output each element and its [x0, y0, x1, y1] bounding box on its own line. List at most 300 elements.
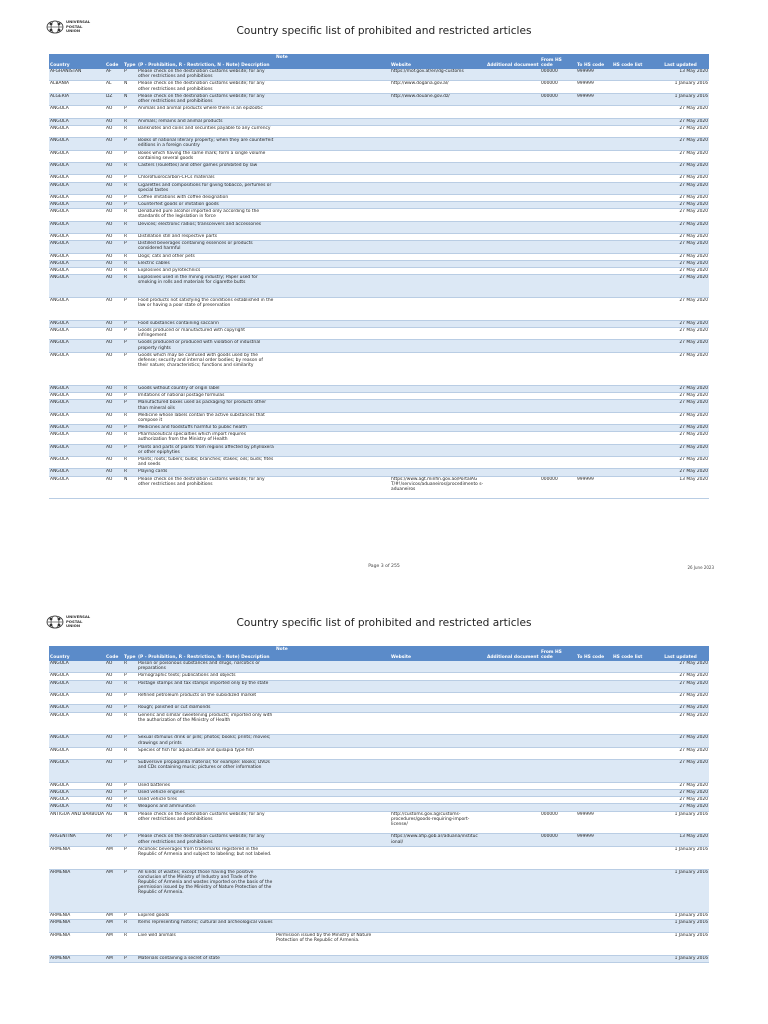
- logo-text: UNIVERSAL POSTAL UNION: [66, 19, 91, 34]
- cell-country: ANGOLA: [49, 175, 105, 182]
- cell-to-hs: 999999: [576, 811, 612, 834]
- cell-country: ANGOLA: [49, 400, 105, 412]
- cell-last-updated: 27 May 2020: [652, 712, 709, 735]
- cell-note: [275, 352, 390, 385]
- cell-note: [275, 241, 390, 253]
- cell-from-hs: [540, 297, 576, 320]
- cell-hs-list: [612, 352, 652, 385]
- cell-additional-document: [486, 93, 540, 105]
- cell-code: AO: [105, 476, 123, 499]
- cell-country: ARMENIA: [49, 920, 105, 932]
- cell-additional-document: [486, 692, 540, 704]
- cell-code: AO: [105, 268, 123, 275]
- table-row: [49, 150, 709, 162]
- cell-website: [390, 268, 486, 275]
- cell-type: R: [123, 275, 137, 298]
- cell-description: Food products not satisfying the conditions established in the law or having a poor state of preservation: [137, 297, 275, 320]
- cell-note: [275, 393, 390, 400]
- cell-description: Please check on the destination customs website; for any other restrictions and prohibitions: [137, 476, 275, 499]
- cell-hs-list: [612, 150, 652, 162]
- cell-from-hs: [540, 412, 576, 424]
- cell-code: AO: [105, 457, 123, 469]
- cell-additional-document: [486, 955, 540, 962]
- cell-code: AO: [105, 680, 123, 692]
- cell-website: [390, 412, 486, 424]
- cell-type: P: [123, 327, 137, 339]
- cell-note: [275, 150, 390, 162]
- cell-hs-list: [612, 712, 652, 735]
- cell-code: AM: [105, 846, 123, 869]
- cell-additional-document: [486, 125, 540, 137]
- cell-to-hs: [576, 340, 612, 352]
- cell-from-hs: [540, 320, 576, 327]
- cell-additional-document: [486, 268, 540, 275]
- table-row: [49, 412, 709, 424]
- cell-last-updated: 27 May 2020: [652, 241, 709, 253]
- cell-type: P: [123, 797, 137, 804]
- cell-last-updated: 27 May 2020: [652, 457, 709, 469]
- cell-type: P: [123, 69, 137, 81]
- cell-type: R: [123, 432, 137, 444]
- cell-to-hs: [576, 234, 612, 241]
- cell-note: [275, 680, 390, 692]
- page-title: Country specific list of prohibited and restricted articles: [236, 25, 532, 37]
- cell-country: ANGOLA: [49, 760, 105, 783]
- cell-type: P: [123, 202, 137, 209]
- cell-country: ARMENIA: [49, 846, 105, 869]
- cell-note: [275, 735, 390, 747]
- cell-note: [275, 221, 390, 233]
- cell-from-hs: [540, 955, 576, 962]
- cell-to-hs: [576, 782, 612, 789]
- cell-website: [390, 444, 486, 456]
- cell-country: ARGENTINA: [49, 834, 105, 846]
- cell-code: AO: [105, 425, 123, 432]
- cell-from-hs: [540, 797, 576, 804]
- cell-last-updated: 13 May 2020: [652, 69, 709, 81]
- cell-description: Distilled beverages containing essences or products considered harmful: [137, 241, 275, 253]
- cell-description: Please check on the destination customs website; for any other restrictions and prohibitions: [137, 834, 275, 846]
- cell-from-hs: [540, 673, 576, 680]
- cell-from-hs: [540, 735, 576, 747]
- cell-type: P: [123, 352, 137, 385]
- table-row: [49, 692, 709, 704]
- cell-hs-list: [612, 268, 652, 275]
- cell-type: N: [123, 476, 137, 499]
- cell-additional-document: [486, 81, 540, 93]
- cell-to-hs: [576, 760, 612, 783]
- cell-description: Medicines and foodstuffs harmful to public health: [137, 425, 275, 432]
- cell-country: ANGOLA: [49, 125, 105, 137]
- cell-additional-document: [486, 869, 540, 913]
- cell-hs-list: [612, 297, 652, 320]
- cell-note: [275, 260, 390, 267]
- cell-country: ANGOLA: [49, 162, 105, 174]
- cell-website: [390, 162, 486, 174]
- cell-country: ARMENIA: [49, 869, 105, 913]
- cell-description: Dogs; cats and other pets: [137, 253, 275, 260]
- cell-country: ANGOLA: [49, 680, 105, 692]
- cell-website: [390, 457, 486, 469]
- col-note: Note: [275, 54, 390, 69]
- table-row: [49, 234, 709, 241]
- cell-last-updated: 27 May 2020: [652, 150, 709, 162]
- cell-additional-document: [486, 202, 540, 209]
- cell-from-hs: [540, 705, 576, 712]
- cell-hs-list: [612, 661, 652, 673]
- cell-website: [390, 661, 486, 673]
- cell-website: [390, 175, 486, 182]
- col-code: Code: [105, 54, 123, 69]
- cell-last-updated: 1 January 2016: [652, 81, 709, 93]
- cell-to-hs: [576, 661, 612, 673]
- cell-description: Goods produced or manufactured with copyright infringement: [137, 327, 275, 339]
- cell-from-hs: [540, 400, 576, 412]
- cell-website: [390, 260, 486, 267]
- cell-last-updated: 1 January 2016: [652, 93, 709, 105]
- table-row: [49, 194, 709, 201]
- cell-hs-list: [612, 194, 652, 201]
- cell-type: N: [123, 811, 137, 834]
- cell-country: ANGOLA: [49, 320, 105, 327]
- cell-last-updated: 27 May 2020: [652, 194, 709, 201]
- cell-country: ANGOLA: [49, 735, 105, 747]
- cell-from-hs: [540, 194, 576, 201]
- col-additional-document: Additional document: [486, 54, 540, 69]
- cell-type: R: [123, 469, 137, 476]
- cell-type: P: [123, 782, 137, 789]
- cell-from-hs: [540, 790, 576, 797]
- cell-to-hs: 999999: [576, 69, 612, 81]
- cell-additional-document: [486, 297, 540, 320]
- cell-last-updated: 27 May 2020: [652, 705, 709, 712]
- table-body-1: [49, 69, 709, 499]
- cell-description: Used batteries: [137, 782, 275, 789]
- cell-type: N: [123, 93, 137, 105]
- cell-note: [275, 202, 390, 209]
- cell-country: ANGOLA: [49, 241, 105, 253]
- cell-website: [390, 352, 486, 385]
- cell-description: Please check on the destination customs website; for any other restrictions and prohibitions: [137, 81, 275, 93]
- cell-hs-list: [612, 162, 652, 174]
- cell-note: [275, 175, 390, 182]
- cell-note: [275, 125, 390, 137]
- cell-hs-list: [612, 125, 652, 137]
- cell-last-updated: 27 May 2020: [652, 747, 709, 759]
- cell-to-hs: [576, 457, 612, 469]
- cell-to-hs: [576, 182, 612, 194]
- cell-additional-document: [486, 241, 540, 253]
- cell-last-updated: 13 May 2020: [652, 834, 709, 846]
- cell-to-hs: [576, 241, 612, 253]
- cell-description: Chlorofluorocarbon-CFCs materials: [137, 175, 275, 182]
- cell-hs-list: [612, 760, 652, 783]
- cell-code: AO: [105, 661, 123, 673]
- cell-hs-list: [612, 202, 652, 209]
- col-to-hs: To HS code: [576, 54, 612, 69]
- cell-to-hs: [576, 705, 612, 712]
- cell-additional-document: [486, 260, 540, 267]
- cell-hs-list: [612, 340, 652, 352]
- cell-code: AO: [105, 209, 123, 221]
- cell-code: AO: [105, 747, 123, 759]
- cell-website: [390, 320, 486, 327]
- cell-additional-document: [486, 760, 540, 783]
- cell-note: [275, 469, 390, 476]
- table-row: [49, 705, 709, 712]
- cell-note: [275, 182, 390, 194]
- cell-from-hs: [540, 869, 576, 913]
- cell-code: AO: [105, 692, 123, 704]
- table-row: [49, 81, 709, 93]
- table-row: [49, 175, 709, 182]
- cell-website: [390, 234, 486, 241]
- cell-last-updated: 27 May 2020: [652, 138, 709, 150]
- cell-last-updated: 27 May 2020: [652, 202, 709, 209]
- cell-note: [275, 93, 390, 105]
- cell-additional-document: [486, 320, 540, 327]
- cell-code: AO: [105, 260, 123, 267]
- table-row: [49, 118, 709, 125]
- cell-additional-document: [486, 234, 540, 241]
- cell-hs-list: [612, 221, 652, 233]
- col-to-hs: To HS code: [576, 646, 612, 661]
- cell-code: AF: [105, 69, 123, 81]
- cell-code: AO: [105, 150, 123, 162]
- cell-code: AM: [105, 920, 123, 932]
- cell-website: [390, 400, 486, 412]
- col-code: Code: [105, 646, 123, 661]
- cell-website: [390, 804, 486, 811]
- cell-note: [275, 913, 390, 920]
- cell-description: Subversive propaganda material; for example: Books; DVDs and CDs containing music; pictures or other information: [137, 760, 275, 783]
- cell-from-hs: [540, 913, 576, 920]
- cell-website: [390, 747, 486, 759]
- cell-additional-document: [486, 804, 540, 811]
- cell-hs-list: [612, 469, 652, 476]
- cell-type: R: [123, 747, 137, 759]
- cell-type: P: [123, 760, 137, 783]
- table-header: [49, 646, 709, 661]
- cell-last-updated: 27 May 2020: [652, 661, 709, 673]
- cell-description: Plants and parts of plants from regions affected by phylloxera or other epiphyties: [138, 444, 274, 455]
- cell-last-updated: 27 May 2020: [652, 432, 709, 444]
- cell-website: [390, 469, 486, 476]
- cell-description: Casters (roulettes) and other games prohibited by law: [137, 162, 275, 174]
- table-row: [49, 385, 709, 392]
- cell-country: ANGOLA: [49, 673, 105, 680]
- cell-hs-list: [612, 432, 652, 444]
- table-row: [49, 69, 709, 81]
- cell-additional-document: [486, 735, 540, 747]
- cell-hs-list: [612, 955, 652, 962]
- table-row: [49, 932, 709, 955]
- cell-website: [390, 692, 486, 704]
- cell-country: ANGOLA: [49, 118, 105, 125]
- cell-note: [275, 268, 390, 275]
- cell-code: AO: [105, 340, 123, 352]
- cell-country: ANGOLA: [49, 393, 105, 400]
- cell-code: AO: [105, 400, 123, 412]
- cell-note: [275, 425, 390, 432]
- table-row: [49, 209, 709, 221]
- col-last-updated: Last updated: [652, 54, 709, 69]
- cell-last-updated: 27 May 2020: [652, 320, 709, 327]
- cell-from-hs: [540, 106, 576, 118]
- cell-website: [390, 221, 486, 233]
- col-from-hs: From HS code: [540, 54, 576, 69]
- table-row: [49, 162, 709, 174]
- cell-type: P: [123, 340, 137, 352]
- cell-to-hs: [576, 712, 612, 735]
- print-date: 26 June 2023: [687, 565, 714, 570]
- cell-last-updated: 27 May 2020: [652, 125, 709, 137]
- cell-from-hs: [540, 782, 576, 789]
- cell-from-hs: [540, 268, 576, 275]
- table-row: [49, 260, 709, 267]
- cell-additional-document: [486, 175, 540, 182]
- cell-website: [390, 869, 486, 913]
- cell-code: AO: [105, 175, 123, 182]
- cell-country: AFGHANISTAN: [49, 69, 105, 81]
- table-row: [49, 125, 709, 137]
- cell-note: [275, 846, 390, 869]
- cell-code: AO: [105, 673, 123, 680]
- table-row: [49, 268, 709, 275]
- cell-additional-document: [486, 834, 540, 846]
- cell-from-hs: [540, 692, 576, 704]
- cell-additional-document: [486, 425, 540, 432]
- cell-note: [275, 412, 390, 424]
- cell-to-hs: [576, 202, 612, 209]
- cell-description: Alcoholic beverages from trademarks registered in the Republic of Armenia and subject to labeling; but not labeled.: [137, 846, 275, 869]
- document-page-2: [0, 600, 768, 1024]
- cell-additional-document: [486, 275, 540, 298]
- cell-type: R: [123, 661, 137, 673]
- cell-additional-document: [486, 194, 540, 201]
- cell-type: P: [123, 150, 137, 162]
- cell-type: R: [123, 268, 137, 275]
- cell-last-updated: 27 May 2020: [652, 469, 709, 476]
- cell-hs-list: [612, 811, 652, 834]
- cell-website: [390, 150, 486, 162]
- cell-website: [390, 118, 486, 125]
- cell-website: [390, 385, 486, 392]
- cell-hs-list: [612, 400, 652, 412]
- cell-additional-document: [486, 182, 540, 194]
- cell-description: Species of fish for aquaculture and quilapia type fish: [137, 747, 275, 759]
- cell-type: R: [123, 385, 137, 392]
- cell-code: AO: [105, 202, 123, 209]
- cell-to-hs: [576, 425, 612, 432]
- cell-hs-list: [612, 476, 652, 499]
- cell-description: Poison or poisonous substances and drugs, narcotics or preparations: [137, 661, 275, 673]
- cell-additional-document: [486, 932, 540, 955]
- cell-note: [275, 320, 390, 327]
- cell-to-hs: [576, 260, 612, 267]
- cell-hs-list: [612, 93, 652, 105]
- cell-website: [390, 393, 486, 400]
- cell-country: ANGOLA: [49, 797, 105, 804]
- cell-hs-list: [612, 260, 652, 267]
- cell-note: [275, 385, 390, 392]
- cell-type: R: [123, 932, 137, 955]
- cell-last-updated: 1 January 2016: [652, 913, 709, 920]
- cell-hs-list: [612, 673, 652, 680]
- cell-country: ANGOLA: [49, 253, 105, 260]
- cell-country: ANTIGUA AND BARBUDA: [49, 811, 105, 834]
- col-additional-document: Additional document: [486, 646, 540, 661]
- cell-from-hs: [540, 221, 576, 233]
- cell-description: Weapons and ammunition: [137, 804, 275, 811]
- cell-last-updated: 27 May 2020: [652, 444, 709, 456]
- cell-hs-list: [612, 425, 652, 432]
- cell-code: AL: [105, 81, 123, 93]
- cell-last-updated: 27 May 2020: [652, 221, 709, 233]
- cell-to-hs: [576, 797, 612, 804]
- cell-from-hs: [540, 234, 576, 241]
- cell-country: ANGOLA: [49, 457, 105, 469]
- cell-country: ANGOLA: [49, 425, 105, 432]
- cell-country: ANGOLA: [49, 327, 105, 339]
- cell-from-hs: 000000: [540, 81, 576, 93]
- cell-hs-list: [612, 275, 652, 298]
- cell-website: [390, 705, 486, 712]
- table-body-2: [49, 661, 709, 962]
- cell-to-hs: [576, 735, 612, 747]
- cell-type: R: [123, 209, 137, 221]
- cell-last-updated: 27 May 2020: [652, 162, 709, 174]
- cell-type: R: [123, 712, 137, 735]
- cell-code: AO: [105, 138, 123, 150]
- cell-website: [390, 297, 486, 320]
- cell-from-hs: [540, 175, 576, 182]
- cell-additional-document: [486, 340, 540, 352]
- cell-to-hs: [576, 175, 612, 182]
- cell-note: [275, 106, 390, 118]
- cell-code: AO: [105, 275, 123, 298]
- cell-note: [275, 234, 390, 241]
- cell-to-hs: [576, 400, 612, 412]
- cell-note: [275, 457, 390, 469]
- cell-hs-list: [612, 393, 652, 400]
- cell-code: AM: [105, 955, 123, 962]
- cell-description: Live wild animals: [137, 932, 275, 955]
- cell-type: P: [123, 175, 137, 182]
- cell-type: P: [123, 297, 137, 320]
- cell-website: [390, 194, 486, 201]
- cell-additional-document: [486, 790, 540, 797]
- cell-hs-list: [612, 920, 652, 932]
- cell-description: Plants; roots; tubers; bulbs; branches; stakes; oils; buds; fitês and seeds: [138, 457, 274, 468]
- cell-hs-list: [612, 457, 652, 469]
- cell-code: AO: [105, 412, 123, 424]
- cell-code: AO: [105, 712, 123, 735]
- cell-type: R: [123, 920, 137, 932]
- cell-description: Expired goods: [137, 913, 275, 920]
- cell-last-updated: 27 May 2020: [652, 340, 709, 352]
- cell-note: [275, 955, 390, 962]
- cell-type: P: [123, 194, 137, 201]
- cell-hs-list: [612, 692, 652, 704]
- cell-additional-document: [486, 69, 540, 81]
- cell-additional-document: [486, 747, 540, 759]
- cell-code: AO: [105, 352, 123, 385]
- cell-description: Electric cables: [137, 260, 275, 267]
- col-country: Country: [49, 646, 105, 661]
- cell-description: Playing cards: [137, 469, 275, 476]
- cell-description: Explosives and pyrotechnics: [137, 268, 275, 275]
